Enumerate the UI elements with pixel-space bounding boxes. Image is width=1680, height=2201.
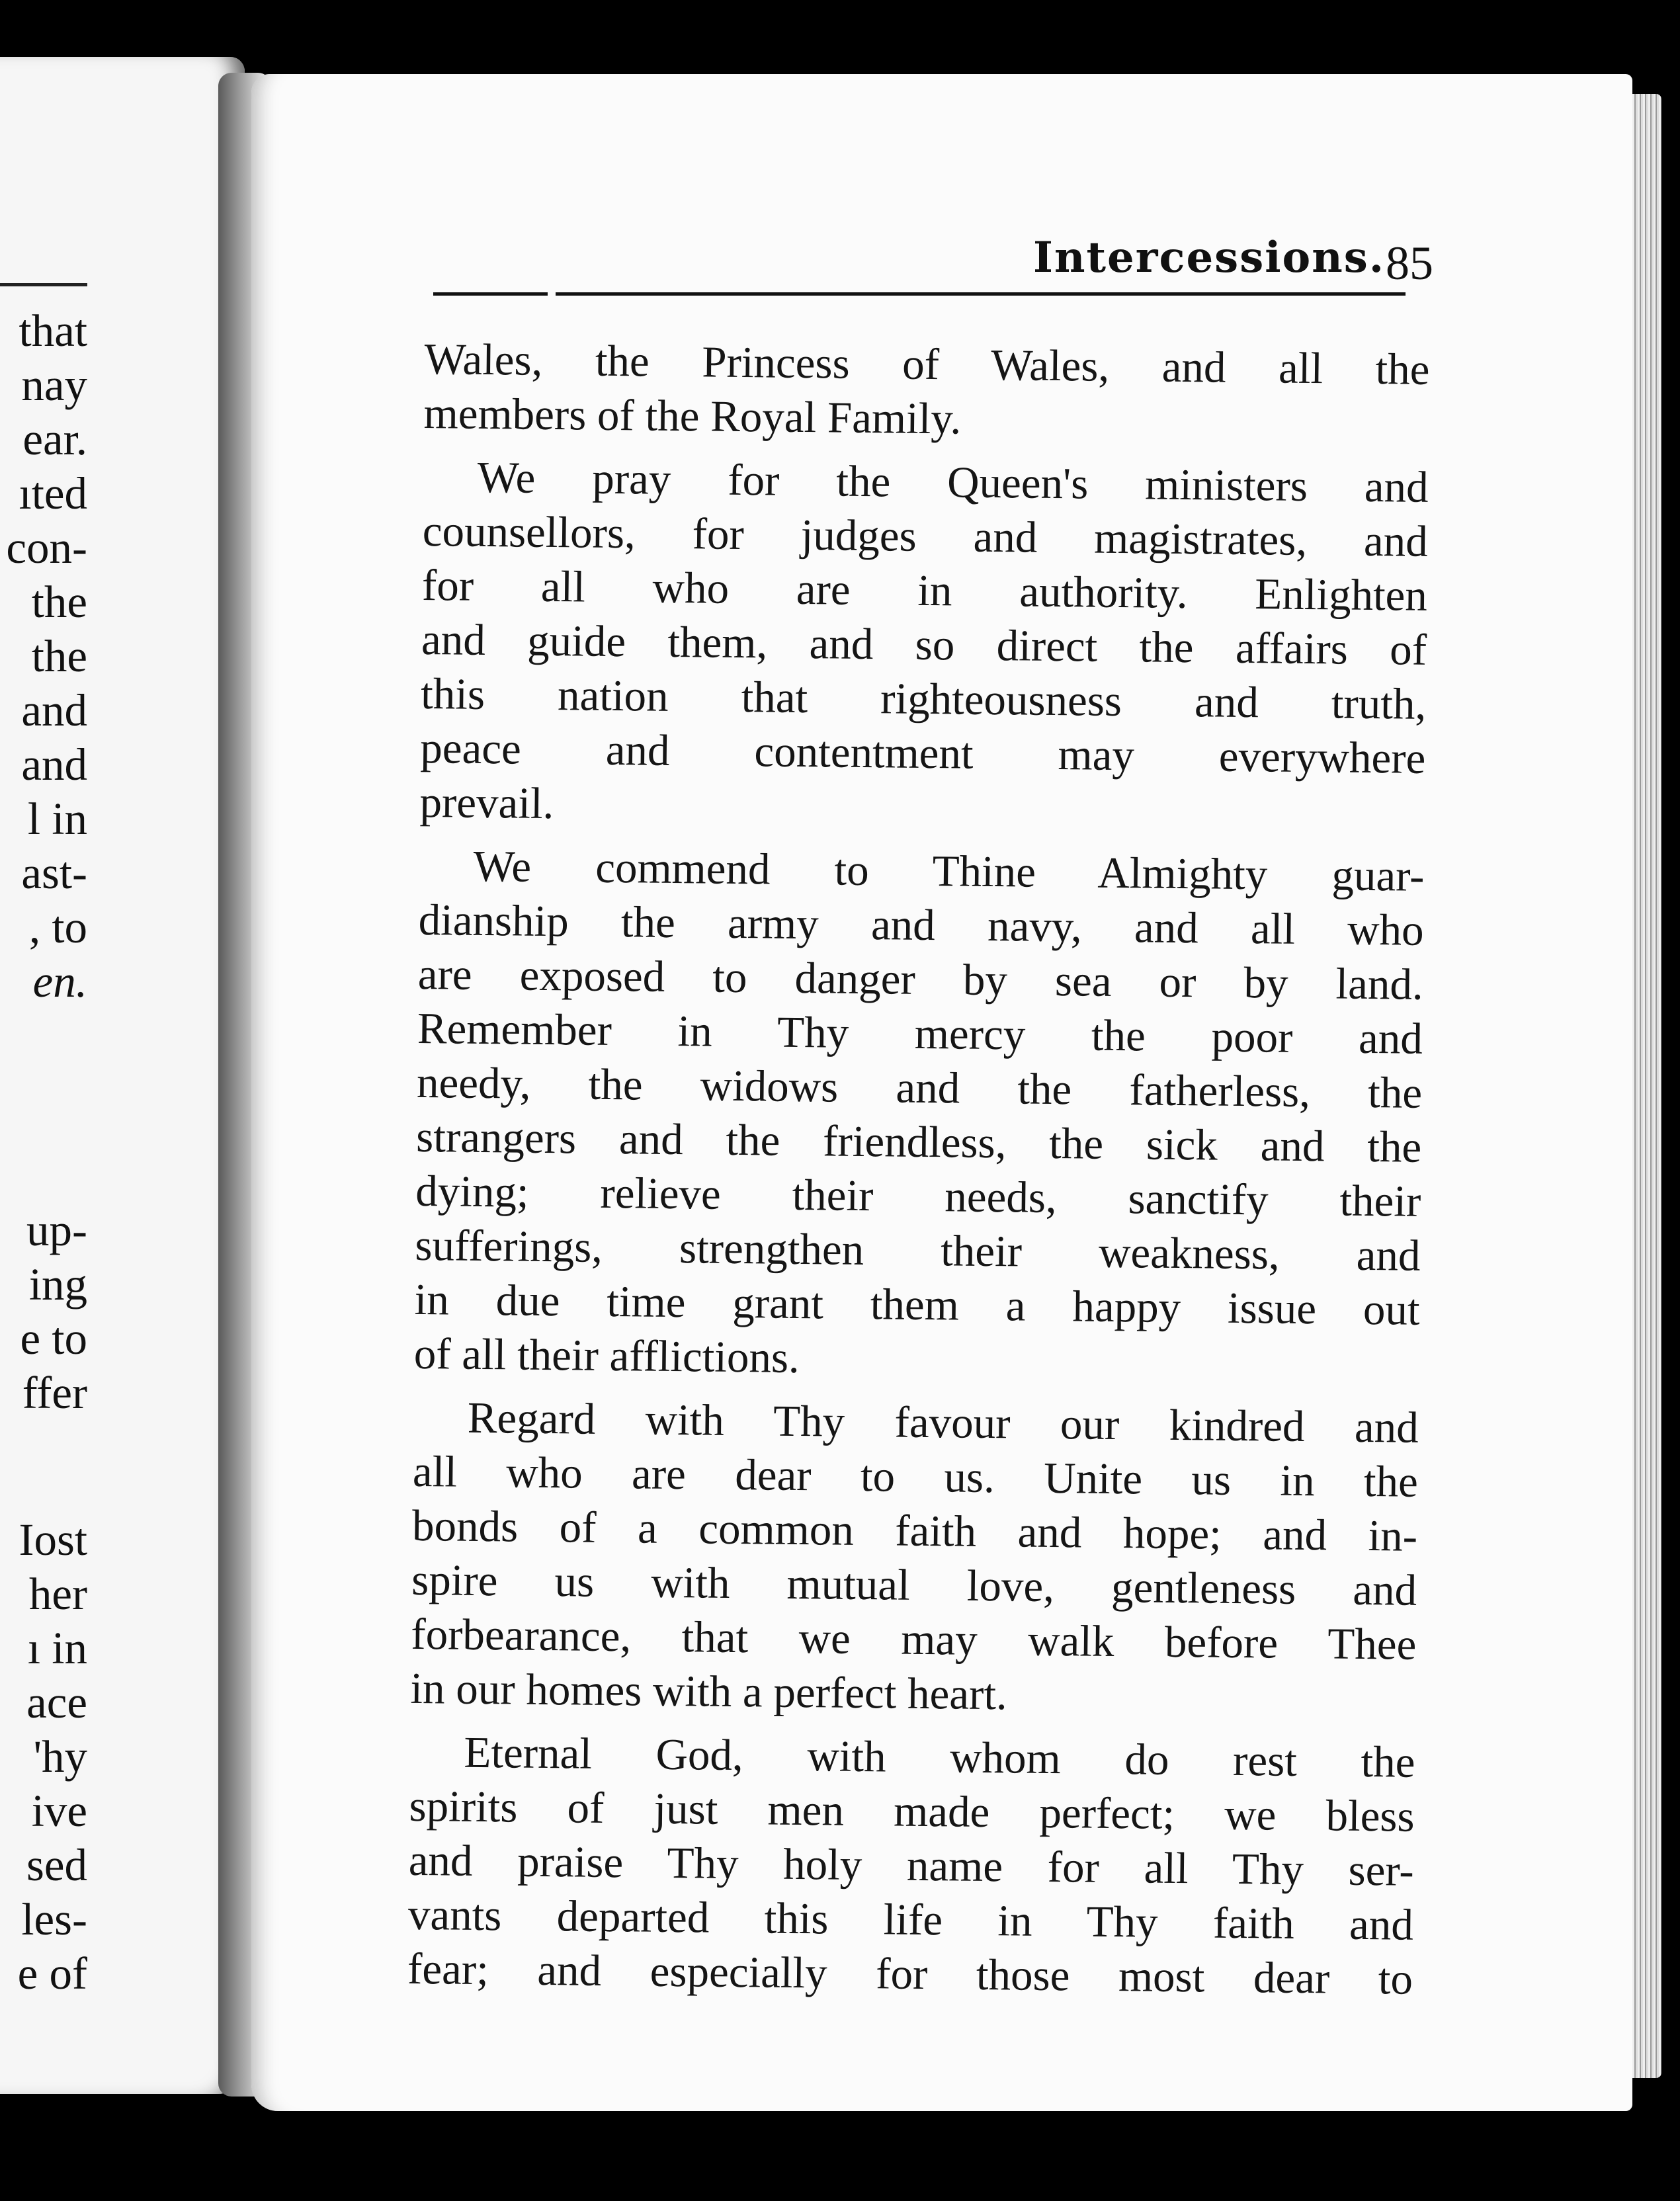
body-text [407,332,1430,2016]
running-head: Intercessions. [1033,233,1386,282]
text-line: and praise Thy holy name for all Thy ser- [408,1835,1415,1895]
text-line: this nation that righteousness and truth, [420,669,1427,729]
text-line: dianship the army and navy, and all who [418,895,1424,955]
text-line: Eternal God, with whom do rest the [464,1727,1415,1787]
paragraph [407,1725,1415,2007]
page-edges [1632,94,1661,2078]
previous-page-fragment: ace [26,1677,87,1727]
paragraph [410,1390,1419,1726]
previous-page-fragment: the [31,631,87,681]
previous-page-fragment: nay [21,360,87,410]
text-line: all who are dear to us. Unite us in the [412,1446,1419,1507]
text-line: Regard with Thy favour our kindred and [467,1393,1419,1452]
text-line: Wales, the Princess of Wales, and all the [424,334,1430,394]
previous-page-text-fragments [0,57,87,2094]
previous-page-fragment: and [21,685,87,735]
text-line: fear; and especially for those most dear to [407,1944,1413,2004]
header-rule [433,292,1406,296]
previous-page-fragment: sed [26,1840,87,1890]
previous-page-fragment: 'hy [33,1731,87,1782]
text-line: for all who are in authority. Enlighten [421,560,1428,620]
paragraph [413,839,1425,1391]
text-line: in our homes with a perfect heart. [410,1663,1008,1720]
text-line: spirits of just men made perfect; we bless [409,1781,1415,1841]
previous-page-fragment: l in [27,794,87,844]
previous-page-fragment: ear. [22,414,87,464]
previous-page-fragment: the [31,577,87,627]
text-line: are exposed to danger by sea or by land. [417,949,1424,1009]
previous-page-fragment: ing [28,1259,87,1309]
text-line: prevail. [419,777,554,829]
previous-page-fragment: ive [31,1786,87,1836]
previous-page-fragment: Iost [19,1515,87,1565]
text-line: and guide them, and so direct the affairs of [421,614,1427,675]
text-line: forbearance, that we may walk before Thee [410,1609,1417,1669]
previous-page-fragment: en. [32,956,87,1007]
text-line: in due time grant them a happy issue out [414,1274,1420,1335]
text-line: bonds of a common faith and hope; and in- [411,1501,1418,1561]
previous-page-fragment: ast- [21,848,87,898]
text-line: dying; relieve their needs, sanctify their [415,1166,1421,1226]
text-line: counsellors, for judges and magistrates, and [422,506,1429,566]
previous-page-fragment: ıted [19,468,87,519]
text-line: members of the Royal Family. [423,388,962,444]
text-line: We commend to Thine Almighty guar- [473,841,1425,901]
previous-page-fragment: e of [17,1948,87,1999]
text-line: strangers and the friendless, the sick and the [415,1112,1422,1172]
previous-page-fragment: , to [28,902,87,952]
page-number: 85 [1386,237,1433,290]
previous-page-fragment: her [28,1569,87,1619]
previous-page-fragment: e to [20,1313,87,1364]
text-line: needy, the widows and the fatherless, the [416,1058,1423,1118]
text-line: vants departed this life in Thy faith and [407,1890,1414,1950]
previous-page-fragment: and [21,739,87,790]
previous-page-fragment: that [19,306,87,356]
paragraph [423,332,1430,451]
previous-page-fragment: ı in [27,1623,87,1673]
previous-page-fragment: ffer [22,1368,87,1418]
current-page [251,74,1632,2111]
previous-page [0,57,245,2094]
previous-page-fragment: up- [26,1205,87,1255]
text-line: We pray for the Queen's ministers and [477,452,1429,512]
header-rule-break [548,291,556,297]
text-line: of all their afflictions. [413,1329,800,1383]
previous-page-fragment: les- [21,1894,87,1944]
paragraph [419,450,1429,840]
text-line: Remember in Thy mercy the poor and [417,1003,1423,1063]
previous-page-fragment: con- [6,522,87,573]
text-line: sufferings, strengthen their weakness, and [415,1220,1421,1280]
text-line: spire us with mutual love, gentleness and [411,1555,1417,1615]
text-line: peace and contentment may everywhere [420,723,1426,783]
